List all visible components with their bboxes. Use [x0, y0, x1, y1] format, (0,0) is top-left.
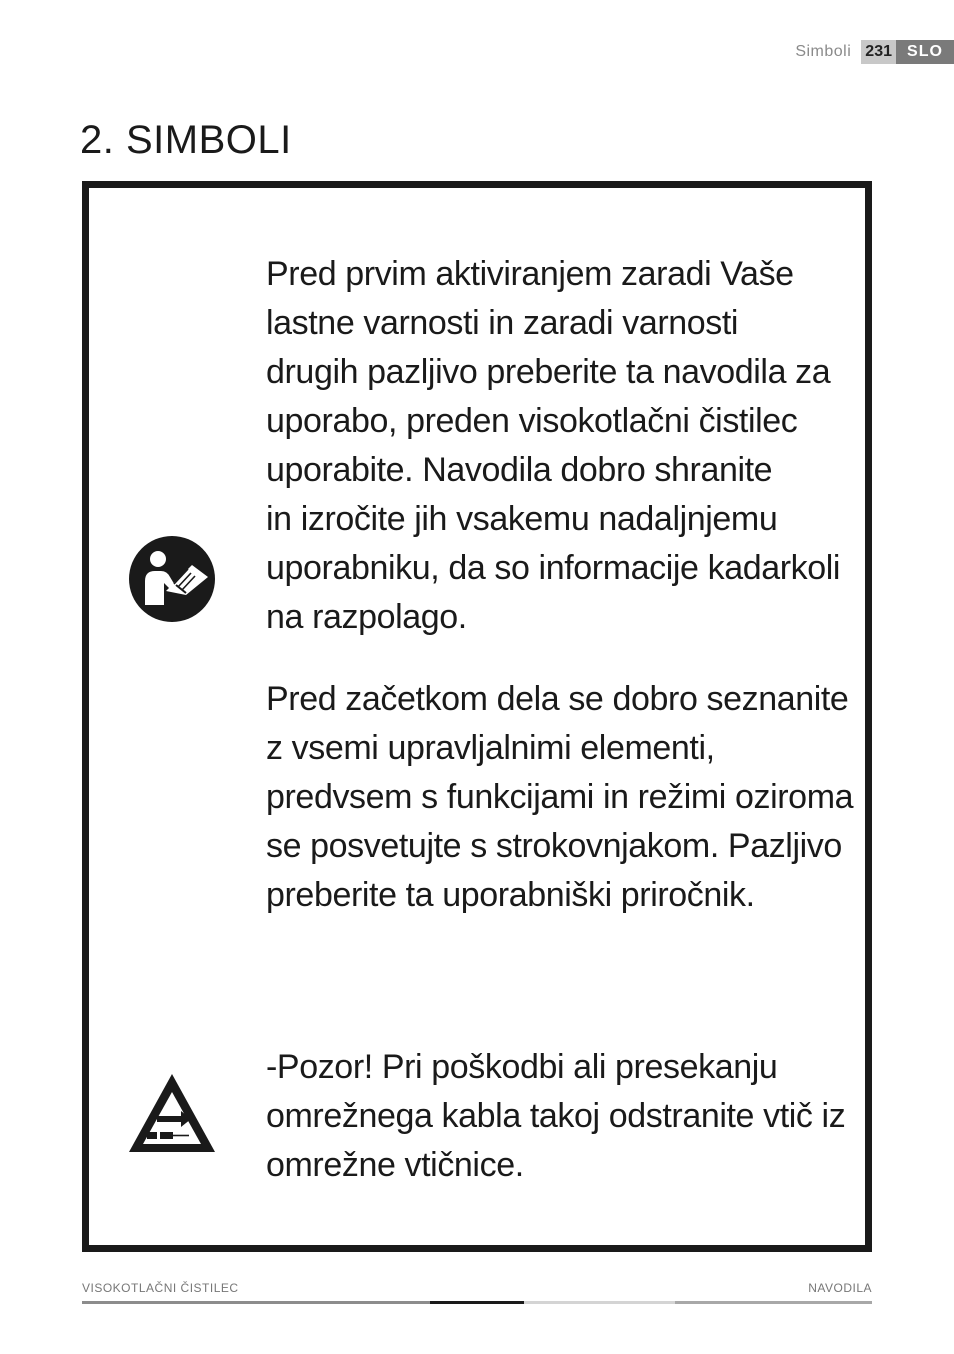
symbols-frame — [82, 181, 872, 1252]
read-manual-icon — [128, 535, 216, 623]
symbol-text: Pred prvim aktiviranjem zaradi Vaše lastne varnosti in zaradi varnosti drugih pazljivo preberite ta navodila za uporabo, preden visokotlačni čistilec uporabite. Navodila dobro shranite in izročite jih vsakemu nadaljnjemu uporabniku, da so informacije kadarkoli na razpolago. — [266, 255, 841, 636]
language-badge: SLO — [896, 40, 954, 64]
warning-unplug-icon — [127, 1072, 217, 1154]
symbol-text: Pred začetkom dela se dobro seznanite z vsemi upravljalnimi elementi, predvsem s funkcijami in režimi oziroma se posvetujte s strokovnjakom. Pazljivo preberite ta uporabniški priročnik. — [266, 680, 854, 914]
page-header — [795, 40, 954, 64]
footer-divider — [430, 1301, 524, 1304]
footer-divider — [82, 1301, 430, 1304]
symbol-text: -Pozor! Pri poškodbi ali presekanju omrežnega kabla takoj odstranite vtič iz omrežne vtičnice. — [266, 1048, 846, 1184]
footer-doc-type: NAVODILA — [808, 1281, 872, 1295]
footer-divider — [524, 1301, 675, 1304]
footer-product: VISOKOTLAČNI ČISTILEC — [82, 1281, 239, 1295]
footer-divider — [675, 1301, 872, 1304]
header-section: Simboli — [795, 43, 852, 60]
page-title: 2. SIMBOLI — [80, 118, 292, 162]
page-number: 231 — [861, 40, 896, 64]
